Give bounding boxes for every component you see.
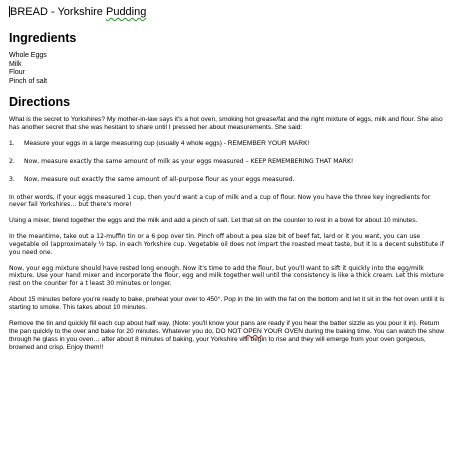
ingredient-item: Milk [9,60,22,68]
paragraph-remove [9,320,446,352]
ingredient-item: Flour [9,69,25,76]
step-text: Now, measure out exactly the same amount of all-purpose flour as your eggs measured. [24,175,295,183]
ingredient-item: Whole Eggs [9,52,47,59]
remove-text-start: Remove the tin and quickly fill each cup about half way. (Note: you'll know your pans are ready if you hear the batter sizzle as you pour it in). Return the pan quickly to the over and bake for 20 minutes. Whatever you do, DO NOT [9,319,440,335]
title-pudding-word: Pudding [105,6,147,18]
intro-paragraph: What is the secret to Yorkshires? My mother-in-law says it's a hot oven, smoking hot grease/fat and the right mixture of eggs, milk and flour. She also has another secret that she was hesitant to share until I pressed her about measurements. She said: [9,116,443,131]
title-prefix: BREAD - Yorkshire [10,6,106,18]
paragraph-rest: Now, your egg mixture should have rested long enough. Now it's time to add the flour, but you'll want to sift it quickly into the egg/milk mixture. Use your hand mixer and incorporate the flour, egg and milk together well until the consistency is like a thick cream. Let this mixture rest on the counter for a t least 30 minutes or longer. [9,264,444,288]
step-number: 1. [9,140,15,147]
paragraph-mixer: Using a mixer, blend together the eggs and the milk and add a pinch of salt. Let that sit on the counter to rest in a bowl for about 10 minutes. [9,217,418,225]
paragraph-other-words: In other words, if your eggs measured 1 cup, then you'd want a cup of milk and a cup of flour. Now you have the three key ingredients for never fail Yorkshires… but there's more! [9,193,431,209]
remove-text-end: YOUR OVEN during the baking time. You can watch the show through he glass in you oven… after about 8 minutes of baking, your Yorkshire will begin to rise and they will emerge from your oven gorgeous, browned and crisp. Enjoy them!! [9,327,445,351]
step-text: Now, measure exactly the same amount of milk as your eggs measured – KEEP REMEMBERING THAT MARK! [24,158,354,165]
step-number: 2. [9,158,15,165]
step-2 [9,158,446,166]
step-number: 3. [9,175,15,183]
step-1 [9,140,446,148]
ingredients-heading: Ingredients [9,31,77,45]
ingredient-item: Pinch of salt [9,77,48,85]
paragraph-preheat: About 15 minutes before you're ready to bake, preheat your over to 450°. Pop in the tin with the fat on the bottom and let it sit in the hot oven until it is starting to smoke. This takes about 10 minutes. [9,295,445,311]
ingredients-list [9,52,446,86]
directions-heading: Directions [9,95,71,109]
document-title[interactable] [9,6,446,19]
step-3 [9,176,446,184]
step-text: Measure your eggs in a large measuring cup (usually 4 whole eggs) - REMEMBER YOUR MARK! [24,140,310,147]
open-word: OPEN [243,327,262,335]
paragraph-meantime: In the meantime, take out a 12-muffin tin or a 6 pop over tin. Pinch off about a pea size bit of beef fat, lard or it you want, you can use vegetable oil (approximately ½ tsp. in each Yorkshire cup. Vegetable oil does not impart the roasted meat taste, but it is a decent substitute if you need one. [9,233,444,256]
